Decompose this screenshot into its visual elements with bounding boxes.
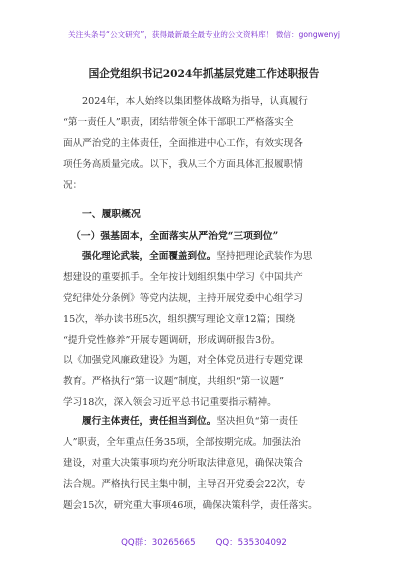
intro-line: 2024年，本人始终以集团整体战略为指导，认真履行 — [82, 96, 308, 107]
paragraph-text: 坚决担负“第一责任 — [216, 416, 298, 427]
intro-line: “第一责任人”职责，团结带领全体干部职工严格落实全 — [63, 116, 294, 128]
paragraph-lead: 履行主体责任，责任担当到位。 — [82, 416, 217, 427]
intro-line: 项任务高质量完成。以下，我从三个方面具体汇报履职情 — [63, 158, 303, 170]
paragraph-line: 党纪律处分条例》等党内法规，主持开展党委中心组学习 — [63, 292, 303, 304]
intro-line: 况： — [63, 179, 83, 191]
qq-number: QQ：535304092 — [215, 538, 287, 548]
intro-line: 面从严治党的主体责任，全面推进中心工作，有效实现各 — [63, 137, 303, 149]
paragraph-line: 建设，对重大决策事项均充分听取法律意见，确保决策合 — [63, 457, 303, 469]
intro-paragraph — [63, 92, 353, 196]
responsibility-paragraph — [63, 412, 353, 516]
qq-group: QQ群：30265665 — [121, 538, 196, 548]
paragraph-line — [63, 412, 353, 433]
paragraph-lead: 强化理论武装，全面覆盖到位。 — [82, 251, 217, 262]
paragraph-line: 教育。严格执行“第一议题”制度，共组织“第一议题” — [63, 376, 285, 388]
subsection-heading: （一）强基固本，全面落实从严治党“三项到位” — [71, 231, 279, 242]
paragraph-line — [63, 247, 353, 268]
paragraph-line: “提升党性修养”开展专题调研，形成调研报告3份。 — [63, 334, 281, 346]
document-title: 国企党组织书记2024年抓基层党建工作述职报告 — [88, 68, 320, 80]
header-banner: 关注头条号“公文研究”，获得最新最全最专业的公文资料库！ 微信：gongwenyj — [68, 30, 340, 39]
paragraph-line: 题会15次，研究重大事项46项，确保决策科学，责任落实。 — [63, 499, 318, 511]
paragraph-text: 坚持把理论武装作为思 — [216, 251, 313, 262]
paragraph-line: 学习18次，深入领会习近平总书记重要指示精神。 — [63, 397, 277, 409]
paragraph-line: 以《加强党风廉政建设》为题，对全体党员进行专题党课 — [63, 355, 303, 367]
footer-contact — [0, 536, 408, 548]
paragraph-line: 想建设的重要抓手。全年按计划组织集中学习《中国共产 — [63, 271, 303, 283]
paragraph-line: 法合规。严格执行民主集中制，主导召开党委会22次，专 — [63, 478, 306, 490]
paragraph-line: 15次，举办读书班5次，组织撰写理论文章12篇；围绕 — [63, 313, 295, 325]
theory-paragraph — [63, 247, 353, 414]
paragraph-line: 人”职责，全年重点任务35项，全部按期完成。加强法治 — [63, 436, 301, 448]
section-heading: 一、履职概况 — [82, 209, 141, 220]
